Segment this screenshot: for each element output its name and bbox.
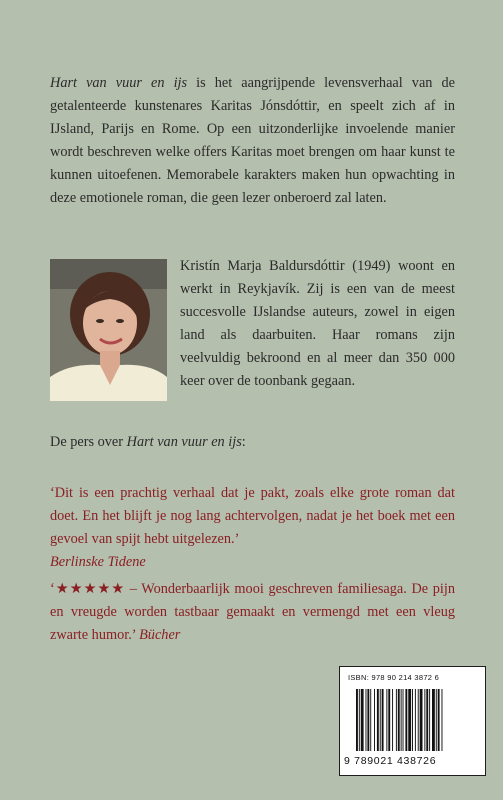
blurb-text: is het aangrijpende levensverhaal van de getalenteerde kunstenares Karitas Jónsdóttir, en speelt zich af in IJsland, Parijs en Rome. Op een uitzonderlijke invoelende manier wordt beschreven welke offers Karitas moet brengen om haar kunst te kunnen uitoefenen. Memorabele karakters maken hun opwachting in deze emotionele roman, die geen lezer onberoerd zal laten. (50, 75, 455, 206)
barcode-bar (396, 689, 397, 751)
press-intro-suffix: : (241, 434, 246, 450)
press-quote-1 (50, 482, 455, 574)
author-photo (50, 259, 167, 401)
isbn-label: ISBN: 978 90 214 3872 6 (348, 673, 440, 682)
barcode-bar (370, 689, 371, 751)
barcode-bar (377, 689, 379, 751)
barcode-bar (359, 689, 360, 751)
quote-text: ‘Dit is een prachtig verhaal dat je pakt, zoals elke grote roman dat doet. En het blijft je nog lang achtervolgen, nadat je het boek met een gevoel van spijt hebt uitgelezen.’ (50, 485, 455, 547)
barcode-bar (408, 689, 411, 751)
press-quote-2 (50, 578, 455, 647)
quote-source: Bücher (139, 627, 181, 643)
barcode-bar (418, 689, 419, 751)
barcode-bar (374, 689, 375, 751)
quote-text: ‘★★★★★ – Wonderbaarlijk mooi geschreven familiesaga. De pijn en vreugde worden tastbaar gemaakt en vermengd met een vleug zwarte humor.’ (50, 581, 455, 643)
barcode-bar (412, 689, 413, 751)
isbn-barcode (339, 666, 486, 776)
press-intro-prefix: De pers over (50, 434, 127, 450)
barcode-bar (367, 689, 369, 751)
barcode-bar (356, 689, 358, 751)
blurb-title: Hart van vuur en ijs (50, 75, 188, 91)
barcode-bar (432, 689, 435, 751)
barcode-bar (420, 689, 423, 751)
barcode-bar (442, 689, 443, 751)
barcode-bar (429, 689, 430, 751)
barcode-bars (356, 689, 470, 753)
barcode-bar (424, 689, 425, 751)
barcode-bar (382, 689, 384, 751)
press-intro (50, 431, 455, 454)
author-portrait-image (50, 259, 167, 401)
barcode-bar (436, 689, 437, 751)
barcode-bar (405, 689, 407, 751)
book-blurb (50, 72, 455, 210)
quote-source: Berlinske Tidene (50, 554, 146, 570)
press-intro-title: Hart van vuur en ijs (126, 434, 242, 450)
barcode-bar (398, 689, 400, 751)
barcode-bar (380, 689, 381, 751)
ean-digits: 9 789021 438726 (344, 755, 437, 767)
barcode-bar (438, 689, 440, 751)
barcode-bar (403, 689, 404, 751)
barcode-bar (386, 689, 387, 751)
barcode-bar (361, 689, 364, 751)
barcode-bar (426, 689, 428, 751)
barcode-bar (415, 689, 416, 751)
barcode-bar (392, 689, 393, 751)
barcode-bar (401, 689, 402, 751)
barcode-bar (366, 689, 367, 751)
barcode-bar (388, 689, 390, 751)
author-bio: Kristín Marja Baldursdóttir (1949) woont en werkt in Reykjavík. Zij is een van de meest succesvolle IJslandse auteurs, zowel in eigen land als daarbuiten. Haar romans zijn veelvuldig bekroond en al meer dan 350 000 keer over de toonbank gegaan. (180, 258, 455, 389)
